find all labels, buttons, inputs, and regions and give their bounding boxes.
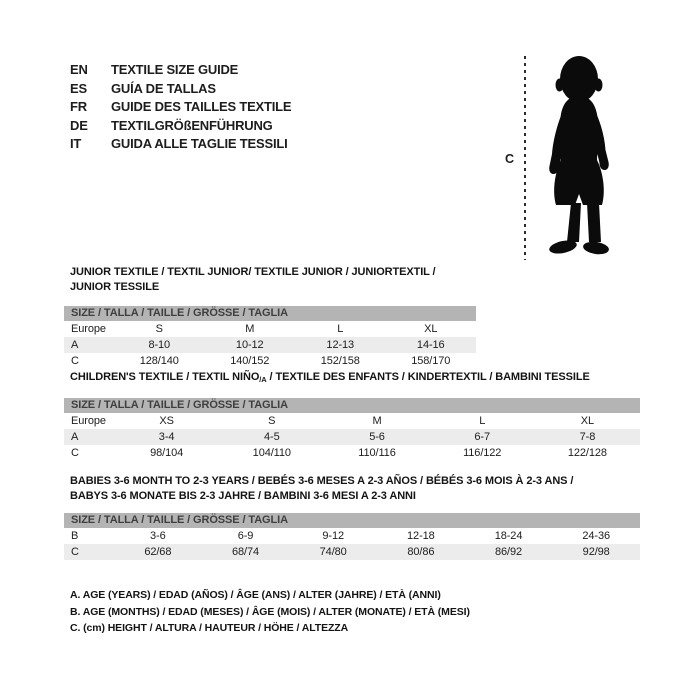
age-cell: 3-4: [158, 431, 175, 443]
row-label: C: [71, 447, 79, 459]
language-label: GUIDA ALLE TAGLIE TESSILI: [111, 136, 288, 151]
row-label: C: [71, 355, 79, 367]
junior-table-title: JUNIOR TEXTILE / TEXTIL JUNIOR/ TEXTILE JUNIOR / JUNIORTEXTIL / JUNIOR TESSILE: [70, 266, 436, 293]
age-cell: 10-12: [235, 339, 264, 351]
language-code: FR: [70, 99, 87, 114]
children-size-table: [64, 370, 640, 461]
babies-table-title: [70, 474, 640, 504]
legend-line-b: B. AGE (MONTHS) / EDAD (MESES) / ÂGE (MOIS) / ALTER (MONATE) / ETÀ (MESI): [70, 605, 470, 618]
junior-size-table: [64, 265, 476, 369]
size-cell: L: [337, 323, 344, 335]
language-row-en: [70, 61, 291, 80]
size-cell: S: [155, 323, 163, 335]
age-cell: 14-16: [416, 339, 445, 351]
height-cell: 62/68: [144, 546, 172, 558]
language-code: EN: [70, 62, 88, 77]
height-cell: 116/122: [463, 447, 502, 459]
table-row-height: [64, 445, 640, 461]
height-measure-dashed-line: [524, 56, 526, 260]
height-cell: 110/116: [358, 447, 396, 459]
height-cell: 98/104: [150, 447, 184, 459]
baby-figure: [500, 50, 660, 266]
language-code: DE: [70, 117, 88, 133]
row-label: B: [71, 530, 79, 542]
months-cell: 12-18: [407, 530, 435, 542]
legend-line-c: C. (cm) HEIGHT / ALTURA / HAUTEUR / HÖHE / ALTEZZA: [70, 622, 349, 634]
size-cell: XL: [424, 323, 438, 335]
babies-size-table: [64, 474, 640, 560]
age-cell: 12-13: [326, 339, 355, 351]
size-cell: XL: [580, 415, 595, 427]
age-cell: 5-6: [369, 431, 385, 443]
language-row-es: [70, 80, 291, 99]
height-cell: 104/110: [252, 447, 291, 459]
row-label: A: [71, 339, 79, 351]
height-cell: 158/170: [411, 355, 451, 367]
children-table-title: [70, 370, 640, 387]
language-label: GUIDE DES TAILLES TEXTILE: [111, 99, 292, 114]
age-cell: 4-5: [264, 431, 280, 443]
age-cell: 7-8: [579, 431, 596, 443]
height-cell: 92/98: [582, 546, 610, 558]
language-code: ES: [70, 80, 87, 96]
row-label: Europe: [71, 415, 106, 427]
height-cell: 86/92: [495, 546, 523, 558]
height-cell: 128/140: [139, 355, 179, 367]
title-line-2: BABYS 3-6 MONATE BIS 2-3 JAHRE / BAMBINI 3-6 MESI A 2-3 ANNI: [70, 490, 416, 502]
size-header-bar: SIZE / TALLA / TAILLE / GRÖSSE / TAGLIA: [64, 398, 640, 413]
size-cell: L: [479, 415, 486, 427]
language-label: TEXTILE SIZE GUIDE: [111, 62, 239, 77]
table-row-age: [64, 337, 476, 353]
row-label: C: [71, 546, 79, 558]
language-label: GUÍA DE TALLAS: [111, 80, 216, 96]
table-row-height: [64, 544, 640, 560]
language-list: [70, 61, 291, 154]
size-header-bar: SIZE / TALLA / TAILLE / GRÖSSE / TAGLIA: [64, 306, 476, 321]
table-row-months: [64, 528, 640, 544]
age-cell: 8-10: [148, 339, 171, 351]
height-cell: 68/74: [231, 546, 260, 558]
language-label: TEXTILGRÖßENFÜHRUNG: [111, 117, 273, 133]
size-cell: M: [245, 323, 255, 335]
size-cell: M: [372, 415, 382, 427]
row-label: A: [71, 431, 79, 443]
table-row-age: [64, 429, 640, 445]
measurement-legend: [70, 587, 470, 637]
language-row-it: [70, 135, 291, 154]
title-subscript: /A: [259, 375, 267, 384]
height-cell: 74/80: [319, 546, 347, 558]
size-header-bar: SIZE / TALLA / TAILLE / GRÖSSE / TAGLIA: [64, 513, 640, 528]
months-cell: 18-24: [494, 530, 523, 542]
height-cell: 140/152: [230, 355, 270, 367]
months-cell: 9-12: [322, 530, 344, 542]
height-measure-label: C: [505, 152, 515, 166]
height-cell: 122/128: [567, 447, 607, 459]
title-main: CHILDREN'S TEXTILE / TEXTIL NIÑO: [70, 371, 260, 383]
table-row-europe: [64, 321, 476, 337]
table-row-europe: [64, 413, 640, 429]
language-row-fr: [70, 98, 291, 117]
title-line-1: BABIES 3-6 MONTH TO 2-3 YEARS / BEBÉS 3-6 MESES A 2-3 AÑOS / BÉBÉS 3-6 MOIS À 2-3 ANS /: [70, 475, 574, 487]
months-cell: 6-9: [237, 530, 254, 542]
months-cell: 24-36: [582, 530, 611, 542]
row-label: Europe: [71, 323, 106, 335]
table-row-height: [64, 353, 476, 369]
title-rest: / TEXTILE DES ENFANTS / KINDERTEXTIL / BAMBINI TESSILE: [266, 371, 590, 383]
language-row-de: [70, 117, 291, 136]
language-code: IT: [70, 136, 82, 151]
size-cell: S: [268, 415, 276, 427]
height-cell: 152/158: [320, 355, 360, 367]
size-cell: XS: [159, 415, 174, 427]
months-cell: 3-6: [150, 530, 166, 542]
height-cell: 80/86: [407, 546, 435, 558]
baby-silhouette-icon: [533, 54, 625, 260]
age-cell: 6-7: [474, 431, 491, 443]
legend-line-a: A. AGE (YEARS) / EDAD (AÑOS) / ÂGE (ANS) / ALTER (JAHRE) / ETÀ (ANNI): [70, 589, 441, 601]
